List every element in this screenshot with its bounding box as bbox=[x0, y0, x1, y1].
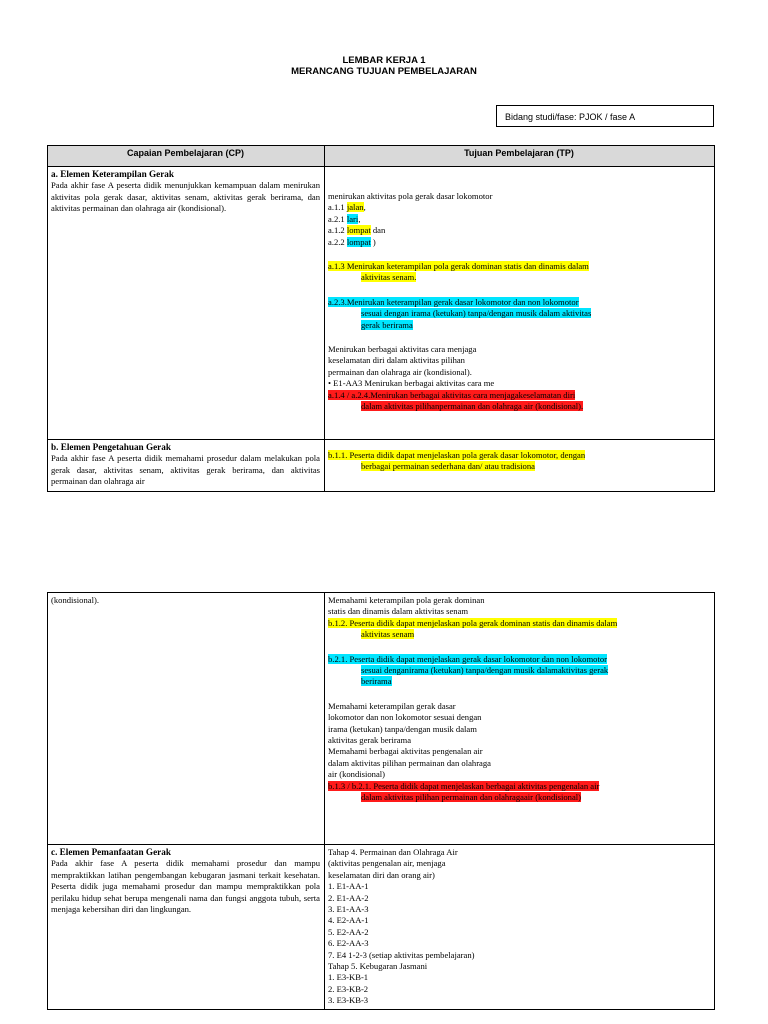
tp-list-item-highlight: lompat bbox=[346, 225, 371, 236]
tp-b11-line1: b.1.1. Peserta didik dapat menjelaskan pola gerak dasar lokomotor, dengan bbox=[328, 450, 586, 460]
tp-b12-line2: aktivitas senam bbox=[361, 629, 415, 640]
tp-list-item-number: a.1.2 bbox=[328, 225, 347, 236]
table-row-b-cont bbox=[48, 593, 715, 845]
tp-list-item-suffix: , bbox=[363, 202, 366, 213]
cp-heading-c: c. Elemen Pemanfaatan Gerak bbox=[51, 847, 171, 857]
tp-line-c: 4. E2-AA-1 bbox=[328, 915, 369, 926]
tp-list-item-number: a.2.1 bbox=[328, 213, 347, 224]
tp-list-item-number: a.2.2 bbox=[328, 236, 347, 247]
cp-tp-table-page2 bbox=[47, 592, 715, 1010]
tp-b12-line1: b.1.2. Peserta didik dapat menjelaskan pola gerak dominan statis dan dinamis dalam bbox=[328, 617, 618, 628]
cp-cell-b-cont bbox=[48, 593, 325, 845]
tp-a13-line2: aktivitas senam. bbox=[361, 272, 417, 283]
cp-text-a: Pada akhir fase A peserta didik menunjukkan kemampuan dalam menirukan aktivitas pola gerak dasar, aktivitas senam, aktivitas gerak berirama, dan aktivitas permainan dan olahraga air (kondisional). bbox=[51, 180, 320, 214]
tp-plain-b5: irama (ketukan) tanpa/dengan musik dalam bbox=[328, 723, 477, 734]
bidang-studi-box: Bidang studi/fase: PJOK / fase A bbox=[496, 105, 714, 127]
cp-heading-b: b. Elemen Pengetahuan Gerak bbox=[51, 442, 171, 452]
tp-b21-line1: b.2.1. Peserta didik dapat menjelaskan gerak dasar lokomotor dan non lokomotor bbox=[328, 653, 607, 664]
table-row-b bbox=[48, 440, 715, 492]
tp-line-c: Tahap 5. Kebugaran Jasmani bbox=[328, 961, 428, 972]
tp-b21-line2: sesuai denganirama (ketukan) tanpa/dengan musik dalamaktivitas gerak bbox=[361, 665, 609, 676]
tp-plain-b7: Memahami berbagai aktivitas pengenalan air bbox=[328, 746, 483, 757]
worksheet-subtitle: MERANCANG TUJUAN PEMBELAJARAN bbox=[291, 66, 477, 77]
tp-intro-a: menirukan aktivitas pola gerak dasar lokomotor bbox=[328, 191, 493, 201]
tp-red-b2: dalam aktivitas pilihan permainan dan olahragaair (kondisional) bbox=[361, 792, 582, 803]
tp-list-item-suffix: ) bbox=[370, 236, 376, 247]
tp-line-c: 2. E3-KB-2 bbox=[328, 983, 369, 994]
tp-list-item bbox=[328, 225, 710, 236]
tp-a23-line2: sesuai dengan irama (ketukan) tanpa/dengan musik dalam aktivitas bbox=[361, 308, 592, 319]
tp-line-c: 6. E2-AA-3 bbox=[328, 938, 369, 949]
tp-plain-b4: lokomotor dan non lokomotor sesuai dengan bbox=[328, 712, 482, 723]
tp-plain-a1: Menirukan berbagai aktivitas cara menjaga bbox=[328, 344, 477, 355]
table-row-a bbox=[48, 167, 715, 440]
tp-list-item-highlight: lompat bbox=[346, 236, 371, 247]
tp-list-item-number: a.1.1 bbox=[328, 202, 347, 213]
worksheet-title: LEMBAR KERJA 1 bbox=[342, 55, 426, 66]
tp-cell-a bbox=[325, 167, 715, 440]
tp-list-item-suffix: , bbox=[358, 213, 361, 224]
tp-plain-b3: Memahami keterampilan gerak dasar bbox=[328, 700, 456, 711]
tp-line-c: 1. E3-KB-1 bbox=[328, 972, 369, 983]
cp-text-c: Pada akhir fase A peserta didik memahami prosedur dan mampu mempraktikkan latihan pengembangan kebugaran jasmani terkait kesehatan. Peserta didik juga memahami prosedur dan mampu mempraktikkan pola perilaku hidup sehat berupa mengenali nama dan fungsi anggota tubuh, serta menjaga kebersihan diri dan lingkungan. bbox=[51, 858, 320, 915]
tp-cell-b bbox=[325, 440, 715, 492]
tp-line-c: (aktivitas pengenalan air, menjaga bbox=[328, 858, 446, 869]
tp-list-c bbox=[328, 847, 710, 1007]
cp-cell-a bbox=[48, 167, 325, 440]
cp-cell-b bbox=[48, 440, 325, 492]
cp-text-b-cont: (kondisional). bbox=[51, 595, 99, 605]
tp-a23-line1: a.2.3.Menirukan keterampilan gerak dasar lokomotor dan non lokomotor bbox=[328, 296, 579, 307]
cp-heading-a: a. Elemen Keterampilan Gerak bbox=[51, 169, 174, 179]
tp-line-c: 7. E4 1-2-3 (setiap aktivitas pembelajaran) bbox=[328, 949, 475, 960]
tp-plain-a3: permainan dan olahraga air (kondisional). bbox=[328, 366, 472, 377]
tp-line-c: 2. E1-AA-2 bbox=[328, 892, 369, 903]
tp-line-c: keselamatan diri dan orang air) bbox=[328, 869, 435, 880]
tp-plain-a2: keselamatan diri dalam aktivitas pilihan bbox=[328, 355, 465, 366]
tp-list-item bbox=[328, 214, 710, 225]
tp-cell-b-cont bbox=[325, 593, 715, 845]
header-tp: Tujuan Pembelajaran (TP) bbox=[325, 146, 715, 167]
tp-list-item bbox=[328, 202, 710, 213]
tp-list-a bbox=[328, 202, 710, 248]
tp-bullet-a: • E1-AA3 Menirukan berbagai aktivitas cara me bbox=[328, 378, 495, 389]
cp-text-b: Pada akhir fase A peserta didik memahami prosedur dalam melakukan pola gerak dasar, aktivitas senam, aktivitas gerak berirama, dan aktivitas permainan dan olahraga air bbox=[51, 453, 320, 487]
tp-red-a2: dalam aktivitas pilihanpermainan dan olahraga air (kondisional). bbox=[361, 401, 584, 412]
tp-red-a1: a.1.4 / a.2.4.Menirukan berbagai aktivitas cara menjagakeselamatan diri bbox=[328, 389, 576, 400]
tp-b21-line3: berirama bbox=[361, 676, 392, 687]
tp-list-item-highlight: lari bbox=[346, 213, 359, 224]
tp-a13-line1: a.1.3 Menirukan keterampilan pola gerak dominan statis dan dinamis dalam bbox=[328, 261, 589, 272]
tp-list-item-suffix: dan bbox=[370, 225, 386, 236]
tp-plain-b6: aktivitas gerak berirama bbox=[328, 735, 412, 746]
cp-tp-table-page1 bbox=[47, 145, 715, 492]
tp-line-c: 5. E2-AA-2 bbox=[328, 926, 369, 937]
tp-line-c: 3. E1-AA-3 bbox=[328, 904, 369, 915]
tp-plain-b1: Memahami keterampilan pola gerak dominan bbox=[328, 595, 485, 605]
tp-list-item-highlight: jalan bbox=[346, 202, 364, 213]
tp-b11-line2: berbagai permainan sederhana dan/ atau tradisiona bbox=[361, 461, 535, 472]
tp-a23-line3: gerak berirama bbox=[361, 319, 413, 330]
tp-line-c: Tahap 4. Permainan dan Olahraga Air bbox=[328, 847, 458, 857]
tp-line-c: 1. E1-AA-1 bbox=[328, 881, 369, 892]
tp-plain-b8: dalam aktivitas pilihan permainan dan olahraga bbox=[328, 757, 491, 768]
tp-cell-c bbox=[325, 845, 715, 1010]
cp-cell-c bbox=[48, 845, 325, 1010]
tp-plain-b9: air (kondisional) bbox=[328, 769, 386, 780]
tp-line-c: 3. E3-KB-3 bbox=[328, 995, 369, 1006]
header-cp: Capaian Pembelajaran (CP) bbox=[48, 146, 325, 167]
tp-list-item bbox=[328, 237, 710, 248]
table-row-c bbox=[48, 845, 715, 1010]
tp-red-b1: b.1.3 / b.2.1. Peserta didik dapat menjelaskan berbagai aktivitas pengenalan air bbox=[328, 780, 600, 791]
tp-plain-b2: statis dan dinamis dalam aktivitas senam bbox=[328, 606, 469, 617]
